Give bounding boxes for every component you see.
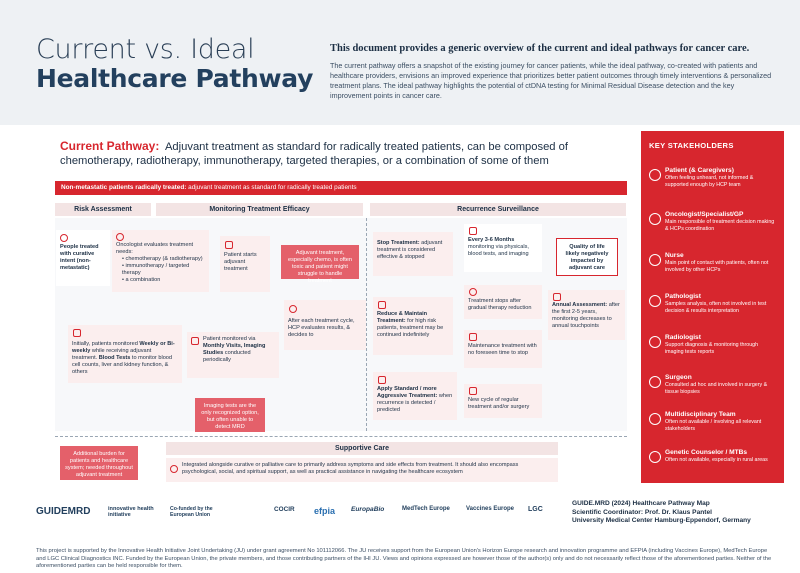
monthly-visits-box [187,332,279,378]
key-stakeholders-panel [641,131,784,483]
apply-r: when recurrence is detected / predicted [377,393,453,413]
apply-icon [378,376,386,384]
supportive-divider [55,436,627,437]
stakeholder-mdt [665,411,777,432]
divider-recurrence [366,218,367,431]
microscope-icon [649,295,661,307]
stakeholder-desc: Often not available / involving all relevant stakeholders [665,419,762,432]
monitored-d: Blood Tests [98,355,131,361]
banner-bold: Non-metastatic patients radically treated: [61,184,187,191]
section-risk-assessment: Risk Assessment [55,203,151,216]
stakeholder-name: Nurse [665,252,684,259]
stop-b: Stop Treatment: [377,240,420,246]
logo-guidemrd: GUIDEMRD [36,506,91,517]
section-supportive: Supportive Care [166,442,558,455]
every-months-box [464,224,542,272]
supportive-text: Integrated alongside curative or palliative care to primarily address symptoms and side effects from treatment. It should also encompass psychological, social, and spiritual support, as well as practical assistance in navigating the healthcare ecosystem [182,462,519,475]
logo-lgc: LGC [528,506,543,513]
stakeholders-title: KEY STAKEHOLDERS [649,141,734,150]
starts-text: Patient starts adjuvant treatment [224,252,257,272]
after-cycle-text: After each treatment cycle, HCP evaluates results, & decides to [288,318,355,338]
stop-treatment-box [373,232,453,276]
stakeholder-desc: Often feeling unheard, not informed & supported enough by HCP team [665,175,754,188]
stakeholder-genetic [665,449,777,464]
stakeholder-name: Radiologist [665,334,701,341]
team-icon [649,413,661,425]
calendar-icon [469,227,477,235]
monitored-c: while receiving adjuvant treatment. [72,348,152,361]
current-pathway-description [60,139,620,168]
citation-line1: GUIDE.MRD (2024) Healthcare Pathway Map [572,500,710,507]
via-c: conducted periodically [203,350,251,363]
stakeholder-desc: Main responsible of treatment decision making & HCPs coordination [665,219,775,232]
logo-cocir: COCIR [274,506,295,513]
patient-icon [60,234,68,242]
intro-body: The current pathway offers a snapshot of the existing journey for cancer patients, while the ideal pathway, co-created with patients and healthcare providers, envisions an improved experience that prioritizes better patient outcomes through timely interventions & personalized treatment plans. The ideal pathway highlights the potential of ctDNA testing for Minimal Residual Disease detection and the key improvement points in cancer care. [330,61,772,100]
note-imaging: Imaging tests are the only recognized option, but often unable to detect MRD [195,398,265,432]
logo-eu: Co-funded by the European Union [170,506,213,519]
stakeholder-desc: Samples analysis, often not involved in test decision & results interpretation [665,301,767,314]
maintenance-icon [469,333,477,341]
reduce-maintain-box [373,297,453,355]
monitored-box [68,325,182,383]
logo-vaccines: Vaccines Europe [466,506,515,512]
treatment-icon [225,241,233,249]
patients-banner [55,181,627,195]
dna-icon [649,451,661,463]
intro-heading: This document provides a generic overview of the current and ideal pathways for cancer care. [330,43,750,54]
citation-line3: University Medical Center Hamburg-Eppendorf, Germany [572,517,751,525]
evaluate-icon [289,305,297,313]
every-r: monitoring via physicals, blood tests, and imaging [468,244,529,257]
note-burden: Additional burden for patients and healthcare system; needed throughout adjuvant treatment [60,446,138,480]
radiology-icon [649,336,661,348]
stakeholder-name: Multidisciplinary Team [665,411,736,418]
current-pathway-label: Current Pathway: [60,139,160,153]
logo-medtech: MedTech Europe [402,506,450,512]
page-title-line1: Current vs. Ideal [36,34,255,65]
stakeholder-name: Genetic Counselor / MTBs [665,449,748,456]
blood-test-icon [73,329,81,337]
stop-r: adjuvant treatment is considered effective & stopped [377,240,443,260]
apply-standard-box [373,372,457,420]
via-a: Patient monitored via [203,336,256,342]
quality-of-life-box: Quality of life likely negatively impacted by adjuvant care [556,238,618,276]
starts-box [220,236,270,292]
section-recurrence: Recurrence Surveillance [370,203,626,216]
stakeholder-name: Patient (& Caregivers) [665,167,734,174]
stakeholder-desc: Support diagnosis & monitoring through imaging tests reports [665,342,759,355]
reduce-r: for high risk patients, treatment may be continued indefinitely [377,318,444,338]
new-cycle-box [464,384,542,418]
banner-rest: adjuvant treatment as standard for radically treated patients [188,184,357,191]
stakeholder-oncologist [665,211,777,232]
stakeholder-desc: Often not available, especially in rural areas [665,457,768,463]
patient-icon [649,169,661,181]
people-text: People treated with curative intent (non-metastatic) [60,244,99,271]
scalpel-icon [649,376,661,388]
maintenance-text: Maintenance treatment with no foreseen time to stop [468,343,537,356]
option-combination: a combination [125,277,161,283]
stakeholder-radiologist [665,334,777,355]
stakeholder-name: Surgeon [665,374,692,381]
surgery-icon [469,387,477,395]
stop-icon [469,288,477,296]
monitored-b: Weekly or Bi-weekly [72,341,175,354]
reduce-b: Reduce & Maintain Treatment: [377,311,428,324]
logo-efpia: efpia [314,506,336,516]
oncologist-intro: Oncologist evaluates treatment needs: [116,242,194,255]
people-box [56,230,110,286]
section-monitoring: Monitoring Treatment Efficacy [156,203,363,216]
apply-b: Apply Standard / more Aggressive Treatment: [377,386,438,399]
annual-r: after the first 2-5 years, monitoring decreases to annual touchpoints [552,302,620,329]
monitored-e: to monitor blood cell counts, liver and kidney function, & others [72,355,173,375]
oncologist-icon [116,233,124,241]
reduce-icon [378,301,386,309]
current-pathway-text: Adjuvant treatment as standard for radically treated patients, can be composed of chemotherapy, radiotherapy, immunotherapy, targeted therapies, or a combination of some of them [60,141,568,167]
stakeholder-name: Pathologist [665,293,701,300]
citation [572,500,751,526]
annual-b: Annual Assessment: [552,302,608,308]
page-title-line2: Healthcare Pathway [36,64,314,93]
imaging-icon [191,337,199,345]
annual-icon [553,293,561,301]
support-icon [170,465,178,473]
after-cycle-box [284,300,366,350]
stakeholder-surgeon [665,374,777,395]
option-chemo: chemotherapy (& radiotherapy) [125,256,203,262]
new-cycle-text: New cycle of regular treatment and/or surgery [468,397,530,410]
stakeholder-name: Oncologist/Specialist/GP [665,211,744,218]
stops-after-box [464,285,542,319]
note-adjuvant-toxicity: Adjuvant treatment, especially chemo, is often toxic and patient might struggle to handle treatment [281,245,359,279]
logo-europabio: EuropaBio [351,506,385,513]
option-immuno: immunotherapy / targeted therapy [122,263,190,276]
via-b: Monthly Visits, Imaging Studies [203,343,266,356]
maintenance-box [464,330,542,368]
stakeholder-patient [665,167,777,188]
stops-after-text: Treatment stops after gradual therapy reduction [468,298,532,311]
monitored-a: Initially, patients monitored [72,341,138,347]
nurse-icon [649,254,661,266]
stakeholder-desc: Consulted ad hoc and involved in surgery & tissue biopsies [665,382,768,395]
oncologist-box: Oncologist evaluates treatment needs: • chemotherapy (& radiotherapy) • immunotherapy / targeted therapy • a combination [112,230,209,292]
stakeholder-desc: Main point of contact with patients, often not involved by other HCPs [665,260,769,273]
disclaimer: This project is supported by the Innovative Health Initiative Joint Undertaking (JU) under grant agreement No 101112066. The JU receives support from the European Union's Horizon Europe research and innovation programme and EFPIA (including Vaccines Europe), MedTech Europe and LGC Clinical Diagnostics INC. Funded by the European Union, the private members, and those contributing partners of the IHI JU. Views and opinions expressed are however those of the author(s) only and do not necessarily reflect those of the aforementioned parties. Neither of the aforementioned parties can be held responsible for them. [36,548,772,570]
stakeholder-pathologist [665,293,777,314]
doctor-icon [649,213,661,225]
stakeholder-nurse [665,252,777,273]
every-b: Every 3-6 Months [468,237,515,243]
citation-line2: Scientific Coordinator: Prof. Dr. Klaus Pantel [572,508,712,516]
supportive-care-box [166,458,558,482]
annual-assessment-box [548,290,625,340]
logo-ihi: innovative health initiative [108,506,154,519]
